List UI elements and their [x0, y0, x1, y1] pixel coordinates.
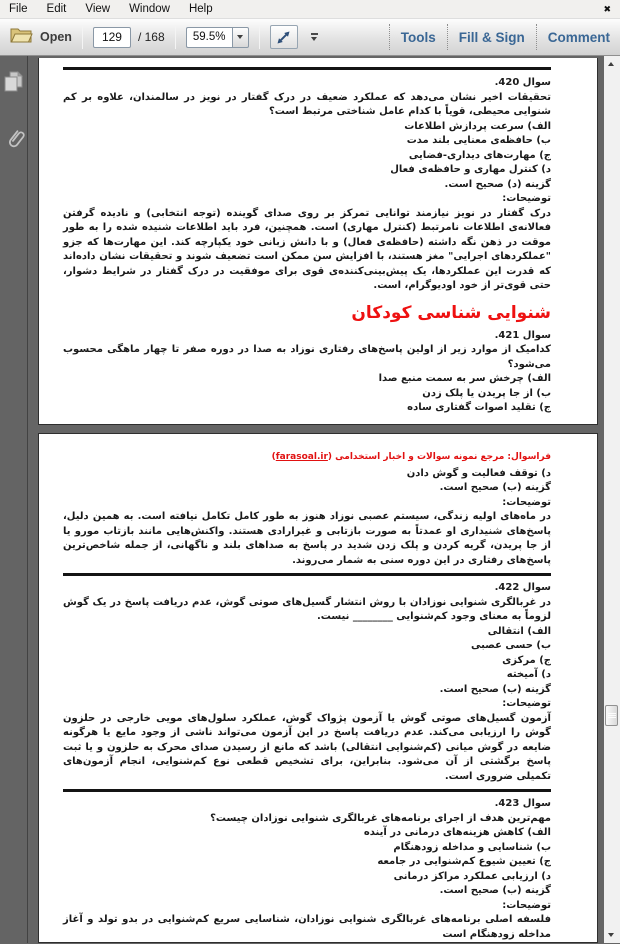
- more-bar-icon: [311, 33, 318, 35]
- q423-option-a: الف) کاهش هزینه‌های درمانی در آینده: [363, 827, 551, 838]
- page-number-input[interactable]: 129: [93, 27, 131, 48]
- q420-explanation: درک گفتار در نویز نیازمند توانایی تمرکز بر روی صدای گوینده (توجه انتخابی) و نادیده گرفتن فعالانه‌ی اطلاعات نامرتبط (کنترل مهاری) است. همچنین، فرد باید اطلاعات شنیده شده را به طور موقت در ذهن نگه داشته (حافظه‌ی فعال) و با دانش زبانی خود یکپارچه کند. این مهارت‌ها که جزو "عملکردهای اجرایی" مغز هستند، با افزایش سن ممکن است تضعیف شوند و تحقیقات نشان داده‌اند که قدرت این عملکردها، یک پیش‌بینی‌کننده‌ی قوی برای موفقیت در درک گفتار در شرایط دشوار، حتی قوی‌تر از خود اودیوگرام، است.: [63, 207, 551, 291]
- question-divider: [63, 67, 551, 70]
- toolbar: [0, 19, 620, 56]
- q421-explanation: در ماه‌های اولیه زندگی، سیستم عصبی نوزاد هنوز به طور کامل تکامل نیافته است. به همین دلیل، پاسخ‌های شنیداری او عمدتاً به صورت بازتابی و غیرارادی هستند. واکنش‌هایی مانند بازتاب مورو یا از جا پریدن، گریه کردن و پلک زدن شدید در پاسخ به صداهای بلند و ناگهانی، از جمله شاخص‌ترین پاسخ‌های رفتاری در این دوره سنی به شمار می‌روند.: [63, 511, 551, 566]
- scrollbar-thumb[interactable]: [605, 705, 618, 726]
- scroll-down-arrow-icon[interactable]: [608, 933, 614, 937]
- q422-option-a: الف) انتقالی: [487, 625, 551, 637]
- page-thumbnails-icon[interactable]: [4, 71, 23, 97]
- q420-option-b: ب) حافظه‌ی معنایی بلند مدت: [406, 135, 551, 146]
- q422-option-d: د) آمیخته: [506, 669, 551, 680]
- q422-text: در غربالگری شنوایی نوزادان با روش انتشار گسیل‌های صوتی گوش، عدم دریافت پاسخ در یک گوش لزوماً به معنای وجود کم‌شنوایی ________ نیست.: [63, 596, 551, 622]
- q422-label: سوال 422.: [494, 582, 551, 593]
- q423-explain-label: توضیحات:: [502, 899, 551, 911]
- q420-explain-label: توضیحات:: [502, 193, 551, 204]
- vertical-scrollbar[interactable]: [604, 56, 620, 943]
- dotted-separator: [447, 24, 448, 50]
- farasoal-header-suffix: ): [271, 451, 276, 462]
- q421-option-b: ب) از جا پریدن یا پلک زدن: [422, 387, 551, 399]
- toolbar-right-group: [378, 24, 610, 50]
- toolbar-more-button[interactable]: [311, 33, 318, 41]
- work-area: [0, 56, 620, 943]
- farasoal-header: [63, 451, 551, 463]
- question-divider: [63, 789, 551, 792]
- chevron-down-icon: [311, 37, 317, 41]
- menu-view[interactable]: View: [85, 3, 111, 15]
- toolbar-separator: [175, 25, 176, 49]
- question-divider: [63, 573, 551, 576]
- q420-option-c: ج) مهارت‌های دیداری-فضایی: [408, 149, 551, 161]
- q423-explanation-clipped: فلسفه اصلی برنامه‌های غربالگری شنوایی نوزادان، شناسایی سریع کم‌شنوایی در بدو تولد و آغاز مداخله زودهنگام است: [63, 914, 551, 940]
- q423-text: مهم‌ترین هدف از اجرای برنامه‌های غربالگری شنوایی نوزادان چیست؟: [210, 812, 551, 824]
- dotted-separator: [536, 24, 537, 50]
- q421-explain-label: توضیحات:: [502, 496, 551, 508]
- q422-option-c: ج) مرکزی: [502, 654, 551, 666]
- tools-button[interactable]: Tools: [400, 29, 436, 45]
- q423-option-b: ب) شناسایی و مداخله زودهنگام: [393, 841, 551, 853]
- q421-label: سوال 421.: [494, 329, 551, 341]
- toolbar-separator: [82, 25, 83, 49]
- farasoal-header-text: فراسوال: مرجع نمونه سوالات و اخبار استخدامی (: [327, 451, 551, 462]
- zoom-combo: [186, 27, 249, 48]
- q420-answer: گزینه (د) صحیح است.: [444, 178, 551, 190]
- toolbar-separator: [259, 25, 260, 49]
- section-heading-pediatric-audiology: شنوایی شناسی کودکان: [351, 302, 551, 323]
- zoom-dropdown-button[interactable]: [232, 27, 249, 48]
- q423-answer: گزینه (ب) صحیح است.: [439, 885, 551, 896]
- menu-bar: [0, 0, 620, 19]
- comment-button[interactable]: Comment: [547, 29, 610, 45]
- attachments-paperclip-icon[interactable]: [0, 124, 30, 158]
- document-canvas[interactable]: [28, 56, 604, 943]
- q422-option-b: ب) حسی عصبی: [471, 640, 551, 651]
- zoom-level-input[interactable]: 59.5%: [186, 27, 232, 48]
- menu-help[interactable]: Help: [188, 3, 213, 15]
- close-icon[interactable]: ✖: [603, 3, 611, 14]
- q423-option-d: د) ارزیابی عملکرد مراکز درمانی: [393, 870, 551, 882]
- q421-text: کدامیک از موارد زیر از اولین پاسخ‌های رفتاری نوزاد به صدا در دوره صفر تا چهار ماهگی محسوب می‌شود؟: [63, 344, 551, 370]
- q421-option-c: ج) تقلید اصوات گفتاری ساده: [407, 402, 551, 413]
- page-total-label: / 168: [137, 30, 165, 44]
- q423-label: سوال 423.: [494, 798, 551, 809]
- q420-option-a: الف) سرعت پردازش اطلاعات: [404, 120, 551, 132]
- scroll-up-arrow-icon[interactable]: [608, 62, 614, 66]
- q421-answer: گزینه (ب) صحیح است.: [439, 482, 551, 493]
- q422-answer: گزینه (ب) صحیح است.: [439, 683, 551, 695]
- q423-option-c: ج) تعیین شیوع کم‌شنوایی در جامعه: [377, 856, 551, 867]
- open-label: Open: [40, 30, 72, 44]
- fit-page-button[interactable]: [270, 25, 298, 49]
- dotted-separator: [389, 24, 390, 50]
- q420-label: سوال 420.: [494, 77, 551, 88]
- q421-option-a: الف) چرخش سر به سمت منبع صدا: [378, 373, 551, 384]
- menu-edit[interactable]: Edit: [46, 3, 67, 15]
- chevron-down-icon: [237, 35, 243, 39]
- scrollbar-grip-icon: [608, 712, 616, 719]
- q422-explain-label: توضیحات:: [502, 698, 551, 709]
- fill-sign-button[interactable]: Fill & Sign: [458, 29, 525, 45]
- pdf-page-2: [38, 433, 598, 944]
- menu-window[interactable]: Window: [129, 3, 170, 15]
- q422-explanation: آزمون گسیل‌های صوتی گوش یا آزمون پژواک گوش، عملکرد سلول‌های مویی خارجی در حلزون گوش را ارزیابی می‌کند. عدم دریافت پاسخ در این آزمون می‌تواند ناشی از وجود مایع یا هرگونه ضایعه در گوش میانی (کم‌شنوایی انتقالی) باشد که مانع از رسیدن صدای محرک به حلزون و یا ثبت پاسخ برگشتی از آن می‌شود. بنابراین، برای تشخیص قطعی نوع کم‌شنوایی، انجام آزمون‌های تکمیلی ضروری است.: [63, 712, 551, 782]
- open-folder-icon: [10, 26, 33, 48]
- q421-option-d: د) توقف فعالیت و گوش دادن: [406, 467, 551, 479]
- navigation-panel: [0, 56, 28, 943]
- open-button[interactable]: [10, 26, 72, 48]
- resize-arrows-icon: [276, 30, 291, 45]
- menu-file[interactable]: File: [9, 3, 28, 15]
- q420-option-d: د) کنترل مهاری و حافظه‌ی فعال: [390, 164, 551, 175]
- q420-text: تحقیقات اخیر نشان می‌دهد که عملکرد ضعیف در درک گفتار در نویز در سالمندان، علاوه بر کم شنوایی محیطی، قویاً با کدام عامل شناختی مرتبط است؟: [63, 91, 551, 117]
- pdf-page-1: [38, 58, 598, 425]
- farasoal-link[interactable]: farasoal.ir: [275, 451, 328, 462]
